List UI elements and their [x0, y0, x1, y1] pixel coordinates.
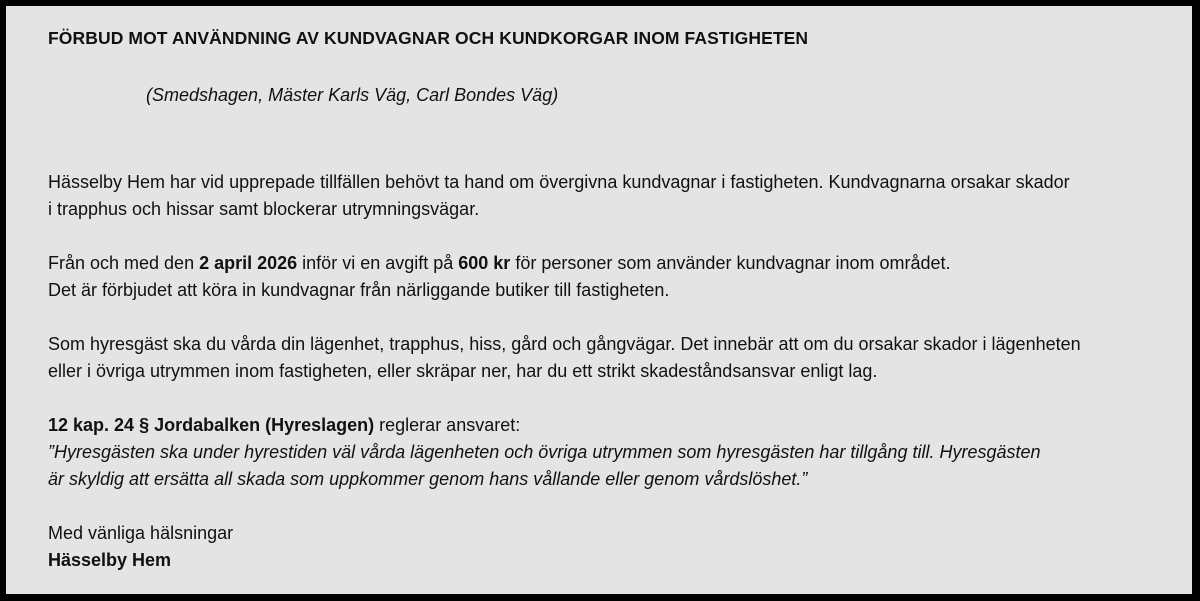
paragraph-fee	[48, 250, 1168, 304]
closing-greeting: Med vänliga hälsningar	[48, 523, 234, 543]
fee-text-end: för personer som använder kundvagnar inom området.	[510, 253, 951, 273]
paragraph-law	[48, 412, 1168, 493]
fee-start-date: 2 april 2026	[199, 253, 298, 273]
paragraph-problem-line-1: Hässelby Hem har vid upprepade tillfällen behövt ta hand om övergivna kundvagnar i fastigheten. Kundvagnarna orsakar skador	[48, 172, 1070, 192]
law-quote-line-2: är skyldig att ersätta all skada som uppkommer genom hans vållande eller genom vårdslöshet.”	[48, 469, 808, 489]
paragraph-responsibility-line-2: eller i övriga utrymmen inom fastigheten, eller skräpar ner, har du ett strikt skadeståndsansvar enligt lag.	[48, 361, 878, 381]
notice-title: FÖRBUD MOT ANVÄNDNING AV KUNDVAGNAR OCH KUNDKORGAR INOM FASTIGHETEN	[48, 28, 809, 48]
law-reference-line	[48, 412, 1168, 439]
notice-body	[48, 169, 1168, 601]
fee-amount: 600 kr	[458, 253, 511, 273]
paragraph-problem	[48, 169, 1168, 223]
notice-sheet	[6, 6, 1192, 594]
fee-text-start: Från och med den	[48, 253, 200, 273]
law-reference: 12 kap. 24 § Jordabalken (Hyreslagen)	[48, 415, 375, 435]
paragraph-fee-line-2: Det är förbjudet att köra in kundvagnar från närliggande butiker till fastigheten.	[48, 280, 670, 300]
law-reference-suffix: reglerar ansvaret:	[374, 415, 521, 435]
paragraph-problem-line-2: i trapphus och hissar samt blockerar utrymningsvägar.	[48, 199, 480, 219]
paragraph-responsibility	[48, 331, 1168, 385]
closing-sender: Hässelby Hem	[48, 550, 172, 570]
closing	[48, 520, 1168, 574]
paragraph-responsibility-line-1: Som hyresgäst ska du vårda din lägenhet, trapphus, hiss, gård och gångvägar. Det innebär att om du orsakar skador i lägenheten	[48, 334, 1081, 354]
paragraph-fee-line-1	[48, 250, 1168, 277]
fee-text-middle: inför vi en avgift på	[297, 253, 459, 273]
notice-subtitle: (Smedshagen, Mäster Karls Väg, Carl Bondes Väg)	[146, 85, 559, 105]
law-quote-line-1: ”Hyresgästen ska under hyrestiden väl vårda lägenheten och övriga utrymmen som hyresgästen har tillgång till. Hyresgästen	[48, 442, 1041, 462]
